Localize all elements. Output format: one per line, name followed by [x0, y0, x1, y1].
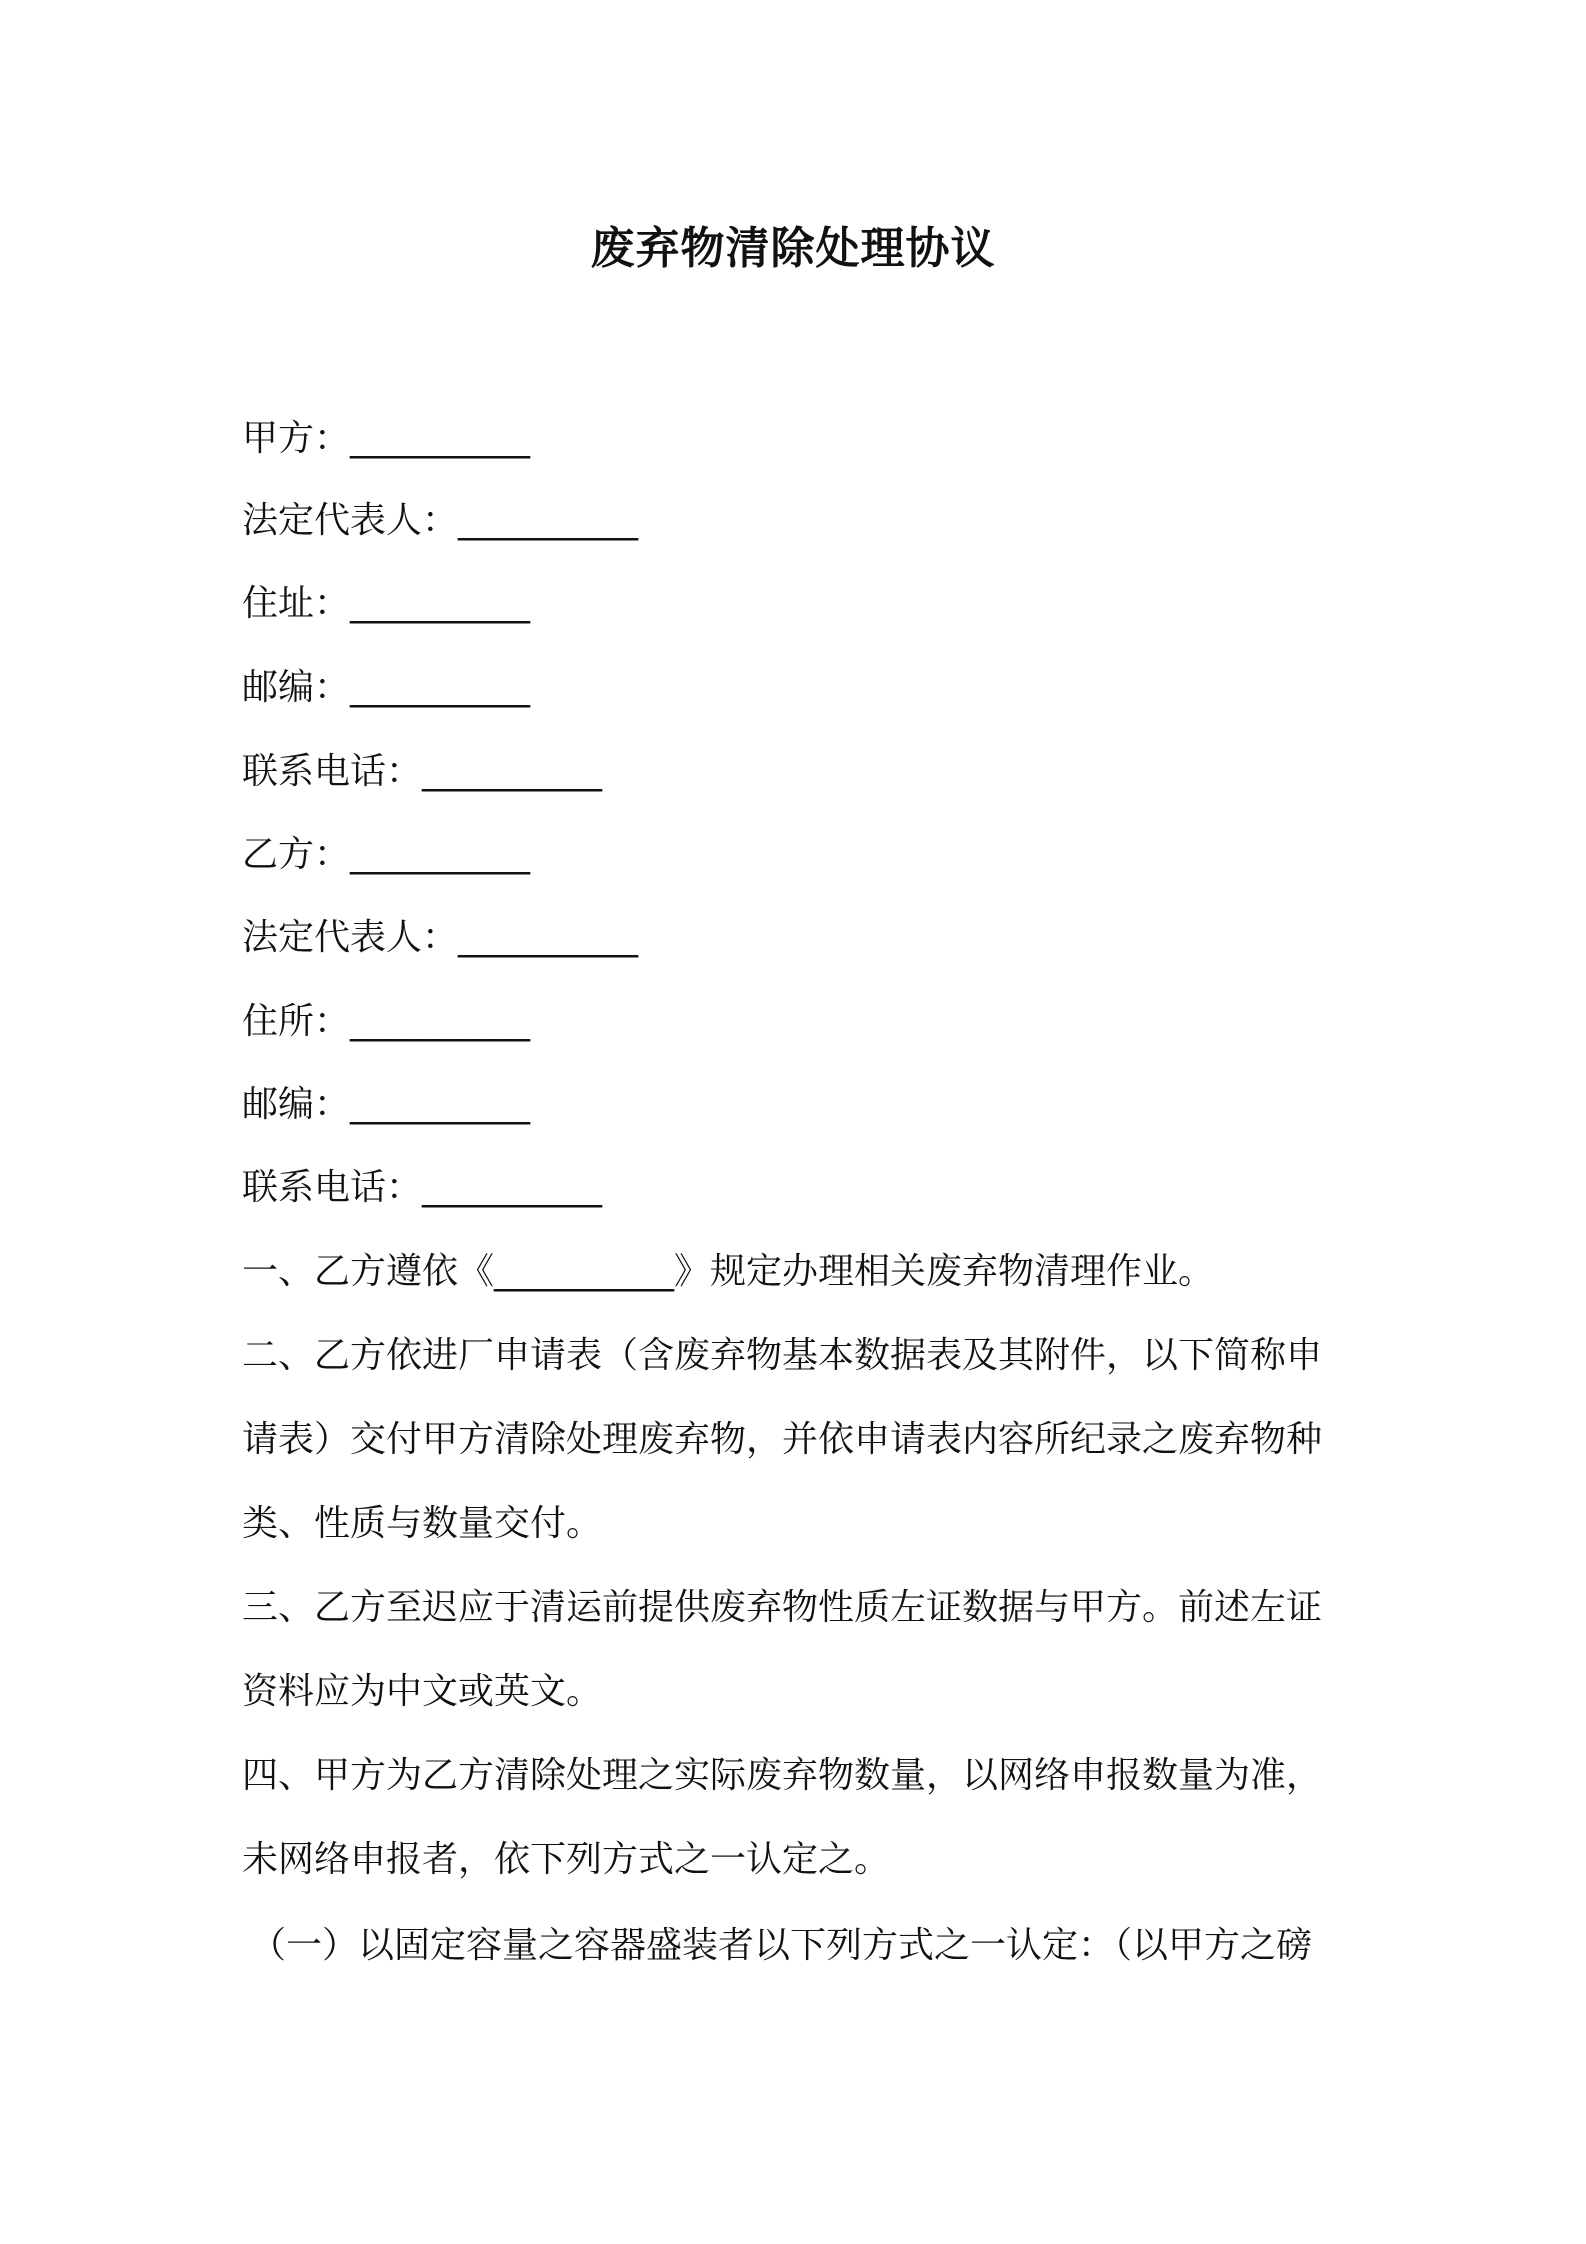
field-label: 法定代表人：	[242, 917, 459, 958]
party-a-postcode-field	[242, 664, 530, 712]
clause-line: 一、乙方遵依《__________》规定办理相关废弃物清理作业。	[242, 1251, 1215, 1292]
party-b-legal-rep-field	[242, 914, 638, 962]
party-a-name-field	[242, 415, 530, 463]
field-label: 邮编：	[242, 1084, 351, 1125]
clause-3	[242, 1566, 1352, 1734]
clause-line: 四、甲方为乙方清除处理之实际废弃物数量，以网络申报数量为准，	[242, 1755, 1323, 1796]
field-label: 邮编：	[242, 667, 351, 708]
fill-blank[interactable]: __________	[350, 583, 531, 624]
party-a-address-field	[242, 580, 530, 628]
clause-2	[242, 1314, 1352, 1566]
party-b-phone-field	[242, 1164, 602, 1212]
party-a-phone-field	[242, 748, 602, 796]
fill-blank[interactable]: __________	[350, 1001, 531, 1042]
party-a-legal-rep-field	[242, 497, 638, 545]
clause-line: 资料应为中文或英文。	[242, 1671, 603, 1712]
field-label: 住所：	[242, 1001, 351, 1042]
clause-4	[242, 1734, 1352, 1902]
party-b-name-field	[242, 831, 530, 879]
clause-line: 类、性质与数量交付。	[242, 1503, 603, 1544]
field-label: 法定代表人：	[242, 500, 459, 541]
field-label: 联系电话：	[242, 751, 423, 792]
document-title: 废弃物清除处理协议	[590, 223, 996, 274]
clause-line: 请表）交付甲方清除处理废弃物，并依申请表内容所纪录之废弃物种	[242, 1419, 1323, 1460]
clause-line: 三、乙方至迟应于清运前提供废弃物性质左证数据与甲方。前述左证	[242, 1587, 1323, 1628]
fill-blank[interactable]: __________	[350, 667, 531, 708]
clause-line: 二、乙方依进厂申请表（含废弃物基本数据表及其附件，以下简称申	[242, 1335, 1323, 1376]
fill-blank[interactable]: __________	[422, 751, 603, 792]
field-label: 住址：	[242, 583, 351, 624]
party-b-postcode-field	[242, 1081, 530, 1129]
field-label: 联系电话：	[242, 1167, 423, 1208]
fill-blank[interactable]: __________	[422, 1167, 603, 1208]
fill-blank[interactable]: __________	[458, 917, 639, 958]
field-label: 乙方：	[242, 834, 351, 875]
fill-blank[interactable]: __________	[350, 834, 531, 875]
clause-line: 未网络申报者，依下列方式之一认定之。	[242, 1839, 891, 1880]
fill-blank[interactable]: __________	[350, 418, 531, 459]
fill-blank[interactable]: __________	[458, 500, 639, 541]
field-label: 甲方：	[242, 418, 351, 459]
party-b-address-field	[242, 998, 530, 1046]
clause-1	[242, 1230, 1352, 1314]
clause-4-subitem-1	[250, 1904, 1360, 1988]
clause-line: （一）以固定容量之容器盛装者以下列方式之一认定：（以甲方之磅	[250, 1925, 1313, 1966]
fill-blank[interactable]: __________	[350, 1084, 531, 1125]
